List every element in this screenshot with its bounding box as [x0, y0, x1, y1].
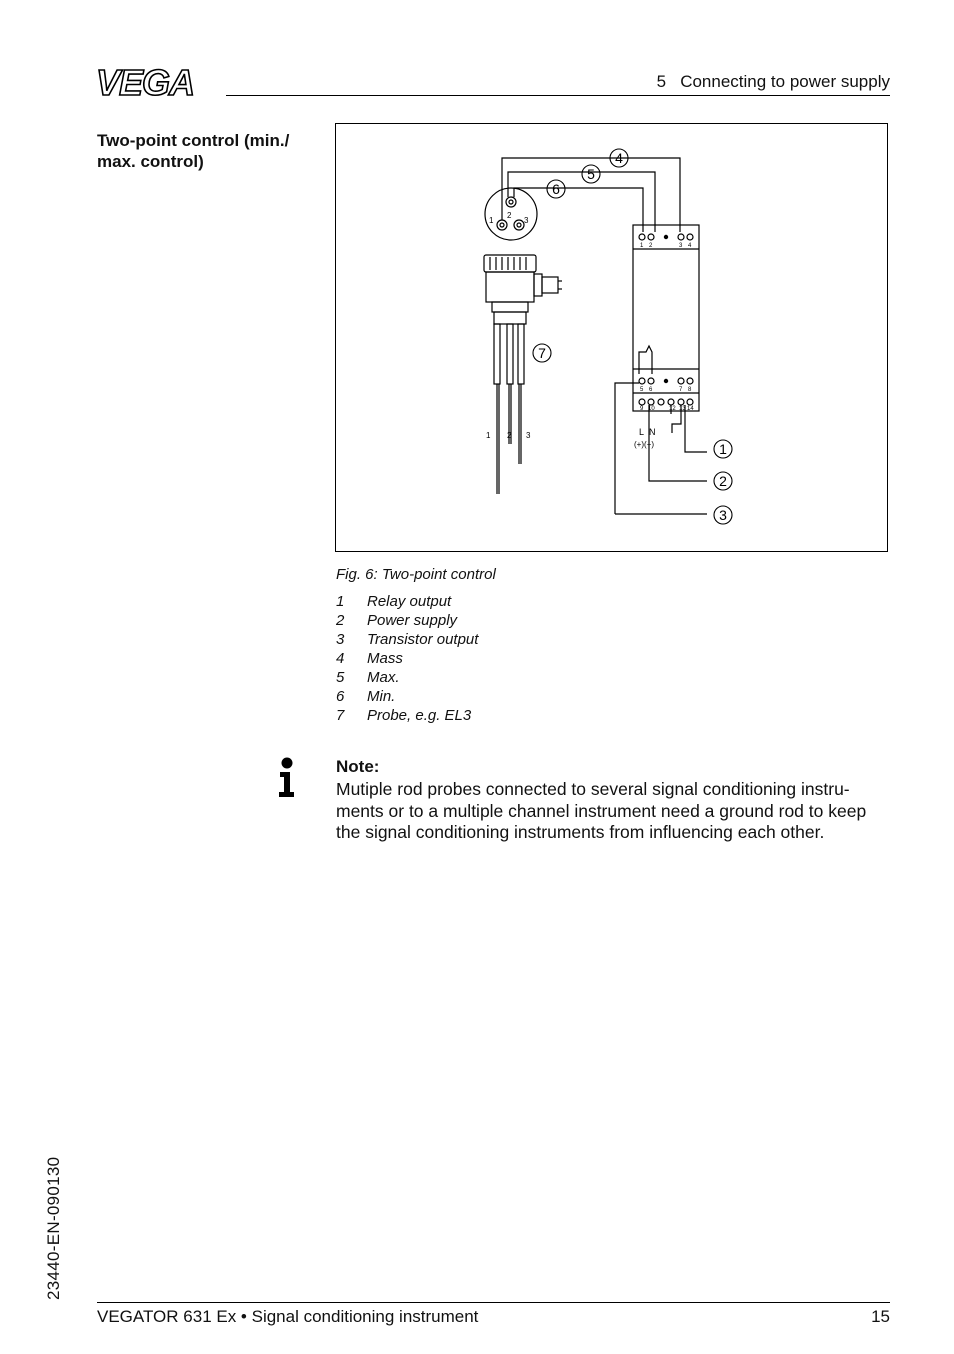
- svg-text:1: 1: [640, 243, 644, 249]
- svg-text:9: 9: [640, 406, 644, 412]
- svg-text:2: 2: [649, 243, 653, 249]
- pin-label: 1: [489, 216, 494, 225]
- svg-text:L: L: [639, 427, 645, 437]
- legend-item: 6 Min.: [336, 688, 396, 705]
- legend-item: 5 Max.: [336, 669, 400, 686]
- footer-rule: [97, 1302, 890, 1303]
- callout-3: 3: [719, 507, 727, 523]
- rod-label: 2: [507, 431, 512, 440]
- pin-label: 3: [524, 216, 529, 225]
- callout-2: 2: [719, 473, 727, 489]
- legend-item: 4 Mass: [336, 650, 403, 667]
- svg-text:14: 14: [687, 406, 694, 412]
- callout-1: 1: [719, 441, 727, 457]
- callout-4: 4: [615, 150, 623, 166]
- rod-label: 1: [486, 431, 491, 440]
- svg-text:3: 3: [679, 243, 683, 249]
- document-id: 23440-EN-090130: [44, 1156, 63, 1300]
- svg-text:8: 8: [688, 387, 692, 393]
- page-number: 15: [871, 1307, 890, 1326]
- svg-text:12: 12: [669, 406, 676, 412]
- vega-logo: [96, 66, 214, 98]
- svg-text:VEGA: VEGA: [96, 66, 195, 98]
- figure-caption: Fig. 6: Two-point control: [336, 566, 496, 583]
- legend-item: 1 Relay output: [336, 593, 452, 610]
- svg-text:7: 7: [679, 387, 683, 393]
- note-body: Mutiple rod probes connected to several signal conditioning instru- ments or to a multiple channel instrument need a ground rod to keep the signal conditioning instruments from influencing each other.: [336, 779, 867, 842]
- callout-6: 6: [552, 181, 560, 197]
- svg-text:5: 5: [640, 387, 644, 393]
- section-title: 5 Connecting to power supply: [656, 72, 890, 91]
- figure-legend: [336, 592, 478, 725]
- svg-text:13: 13: [679, 406, 686, 412]
- footer-title: VEGATOR 631 Ex • Signal conditioning instrument: [97, 1307, 479, 1326]
- note-title: Note:: [336, 757, 380, 776]
- svg-text:6: 6: [649, 387, 653, 393]
- svg-text:4: 4: [688, 243, 692, 249]
- rod-label: 3: [526, 431, 531, 440]
- legend-item: 7 Probe, e.g. EL3: [336, 707, 472, 724]
- info-icon: [276, 757, 298, 799]
- svg-text:10: 10: [648, 406, 655, 412]
- legend-item: 3 Transistor output: [336, 631, 479, 648]
- header-rule: [226, 95, 890, 96]
- wiring-diagram: [336, 124, 887, 551]
- callout-7: 7: [538, 345, 546, 361]
- side-heading: Two-point control (min./ max. control): [97, 131, 290, 171]
- svg-text:N: N: [649, 427, 656, 437]
- svg-text:(+)(−): (+)(−): [634, 440, 654, 449]
- pin-label: 2: [507, 211, 512, 220]
- callout-5: 5: [587, 166, 595, 182]
- legend-item: 2 Power supply: [336, 612, 458, 629]
